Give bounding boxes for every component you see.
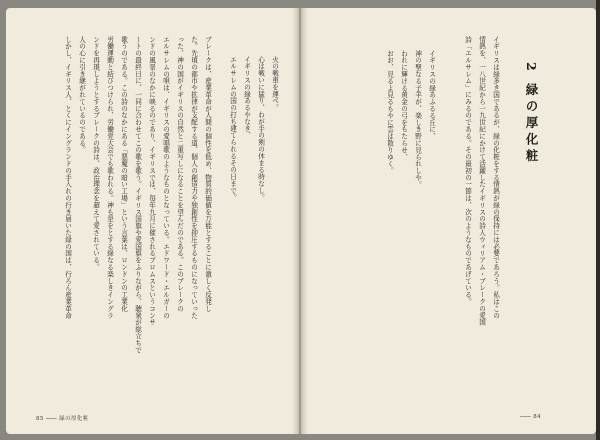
body-line: 人の心に引き継がれているのである。	[77, 36, 86, 154]
poem-line: 神の聖なる子羊が、楽しき野に見られしや。	[413, 50, 422, 188]
body-line: った、神の国がイギリスの自然と二重写しになることを望んだのである。このブレークの	[175, 36, 184, 312]
body-line: た。先頃の都市や拡律が支配する道、個人の創造力や独創性を抑圧するものになっていった	[189, 36, 198, 319]
poem-line: 火の戦車を運べ。	[270, 56, 279, 112]
body-line: ンドを再現しようとするブレークの詩は、政治理念を超えて愛されている。	[91, 36, 100, 271]
body-line: しかし、イギリス人、とくにイングランドの手入れの行き届いた緑の国は、行ろん産業革命	[63, 36, 72, 319]
poem-line: おお、見るよ見るもやに雲は散りゆく。	[385, 50, 394, 175]
scan-edge	[596, 0, 600, 440]
poem-line: イギリスの緑あるやなき、	[242, 56, 251, 139]
body-line: 労働運動と結びつけられ、労働党大会でも歌われる。神も是をとする緑なる楽しきイングラ	[105, 36, 114, 319]
intro-line: 情熱を、一八世紀から一九世紀にかけて活躍したイギリスの詩人ウィリアム・ブレークの愛国	[477, 36, 486, 326]
book-gutter	[292, 8, 308, 434]
body-line: エルサレムの唄は、イギリスの愛唱歌のようなものとなっている。エドワード・エルガーの	[161, 36, 170, 319]
poem-line: 心は戦いに猛り、わが手の剣の休まる時なし。	[256, 56, 265, 201]
body-line: ートの最終日に、一同に合わせてこの歌を歌う。イギリス国旗や愛国旗をふりながら、聴衆が総立ちで	[133, 36, 142, 354]
poem-line: エルサレムの国の打ち建てられるその日まで。	[228, 56, 237, 201]
right-page	[302, 8, 596, 434]
body-line: ンドの風景のなかに映るのであり、イギリスでは、毎年九月に催されるプロムスというコンサ	[147, 36, 156, 326]
chapter-title: 2 緑の厚化粧	[524, 62, 539, 166]
poem-line: われに輝ける黄金の弓をもたらせ、	[399, 50, 408, 161]
intro-line: 詩「エルサレム」にみるのである。その最初の一節は、次のようなものであげている。	[463, 36, 472, 306]
body-line: ブレークは、産業革命が人間の個性を低め、物質的価値を万能とすることに激しく反発し	[203, 36, 212, 312]
intro-line: イギリスは緑多き国であるが、緑の化粧をする情熱が緑の保持には必要であろう。私はこの	[491, 36, 500, 319]
page-number-right: ─── 84	[520, 414, 542, 420]
page-number-left: 85 ─── 緑の厚化粧	[36, 416, 89, 422]
body-line: 歌うのである。この詩のなかにある「悪魔の暗い工場」という言葉は、ロンドンの工業化	[119, 36, 128, 312]
poem-line: イギリスの緑あふるる丘に、	[427, 50, 436, 140]
